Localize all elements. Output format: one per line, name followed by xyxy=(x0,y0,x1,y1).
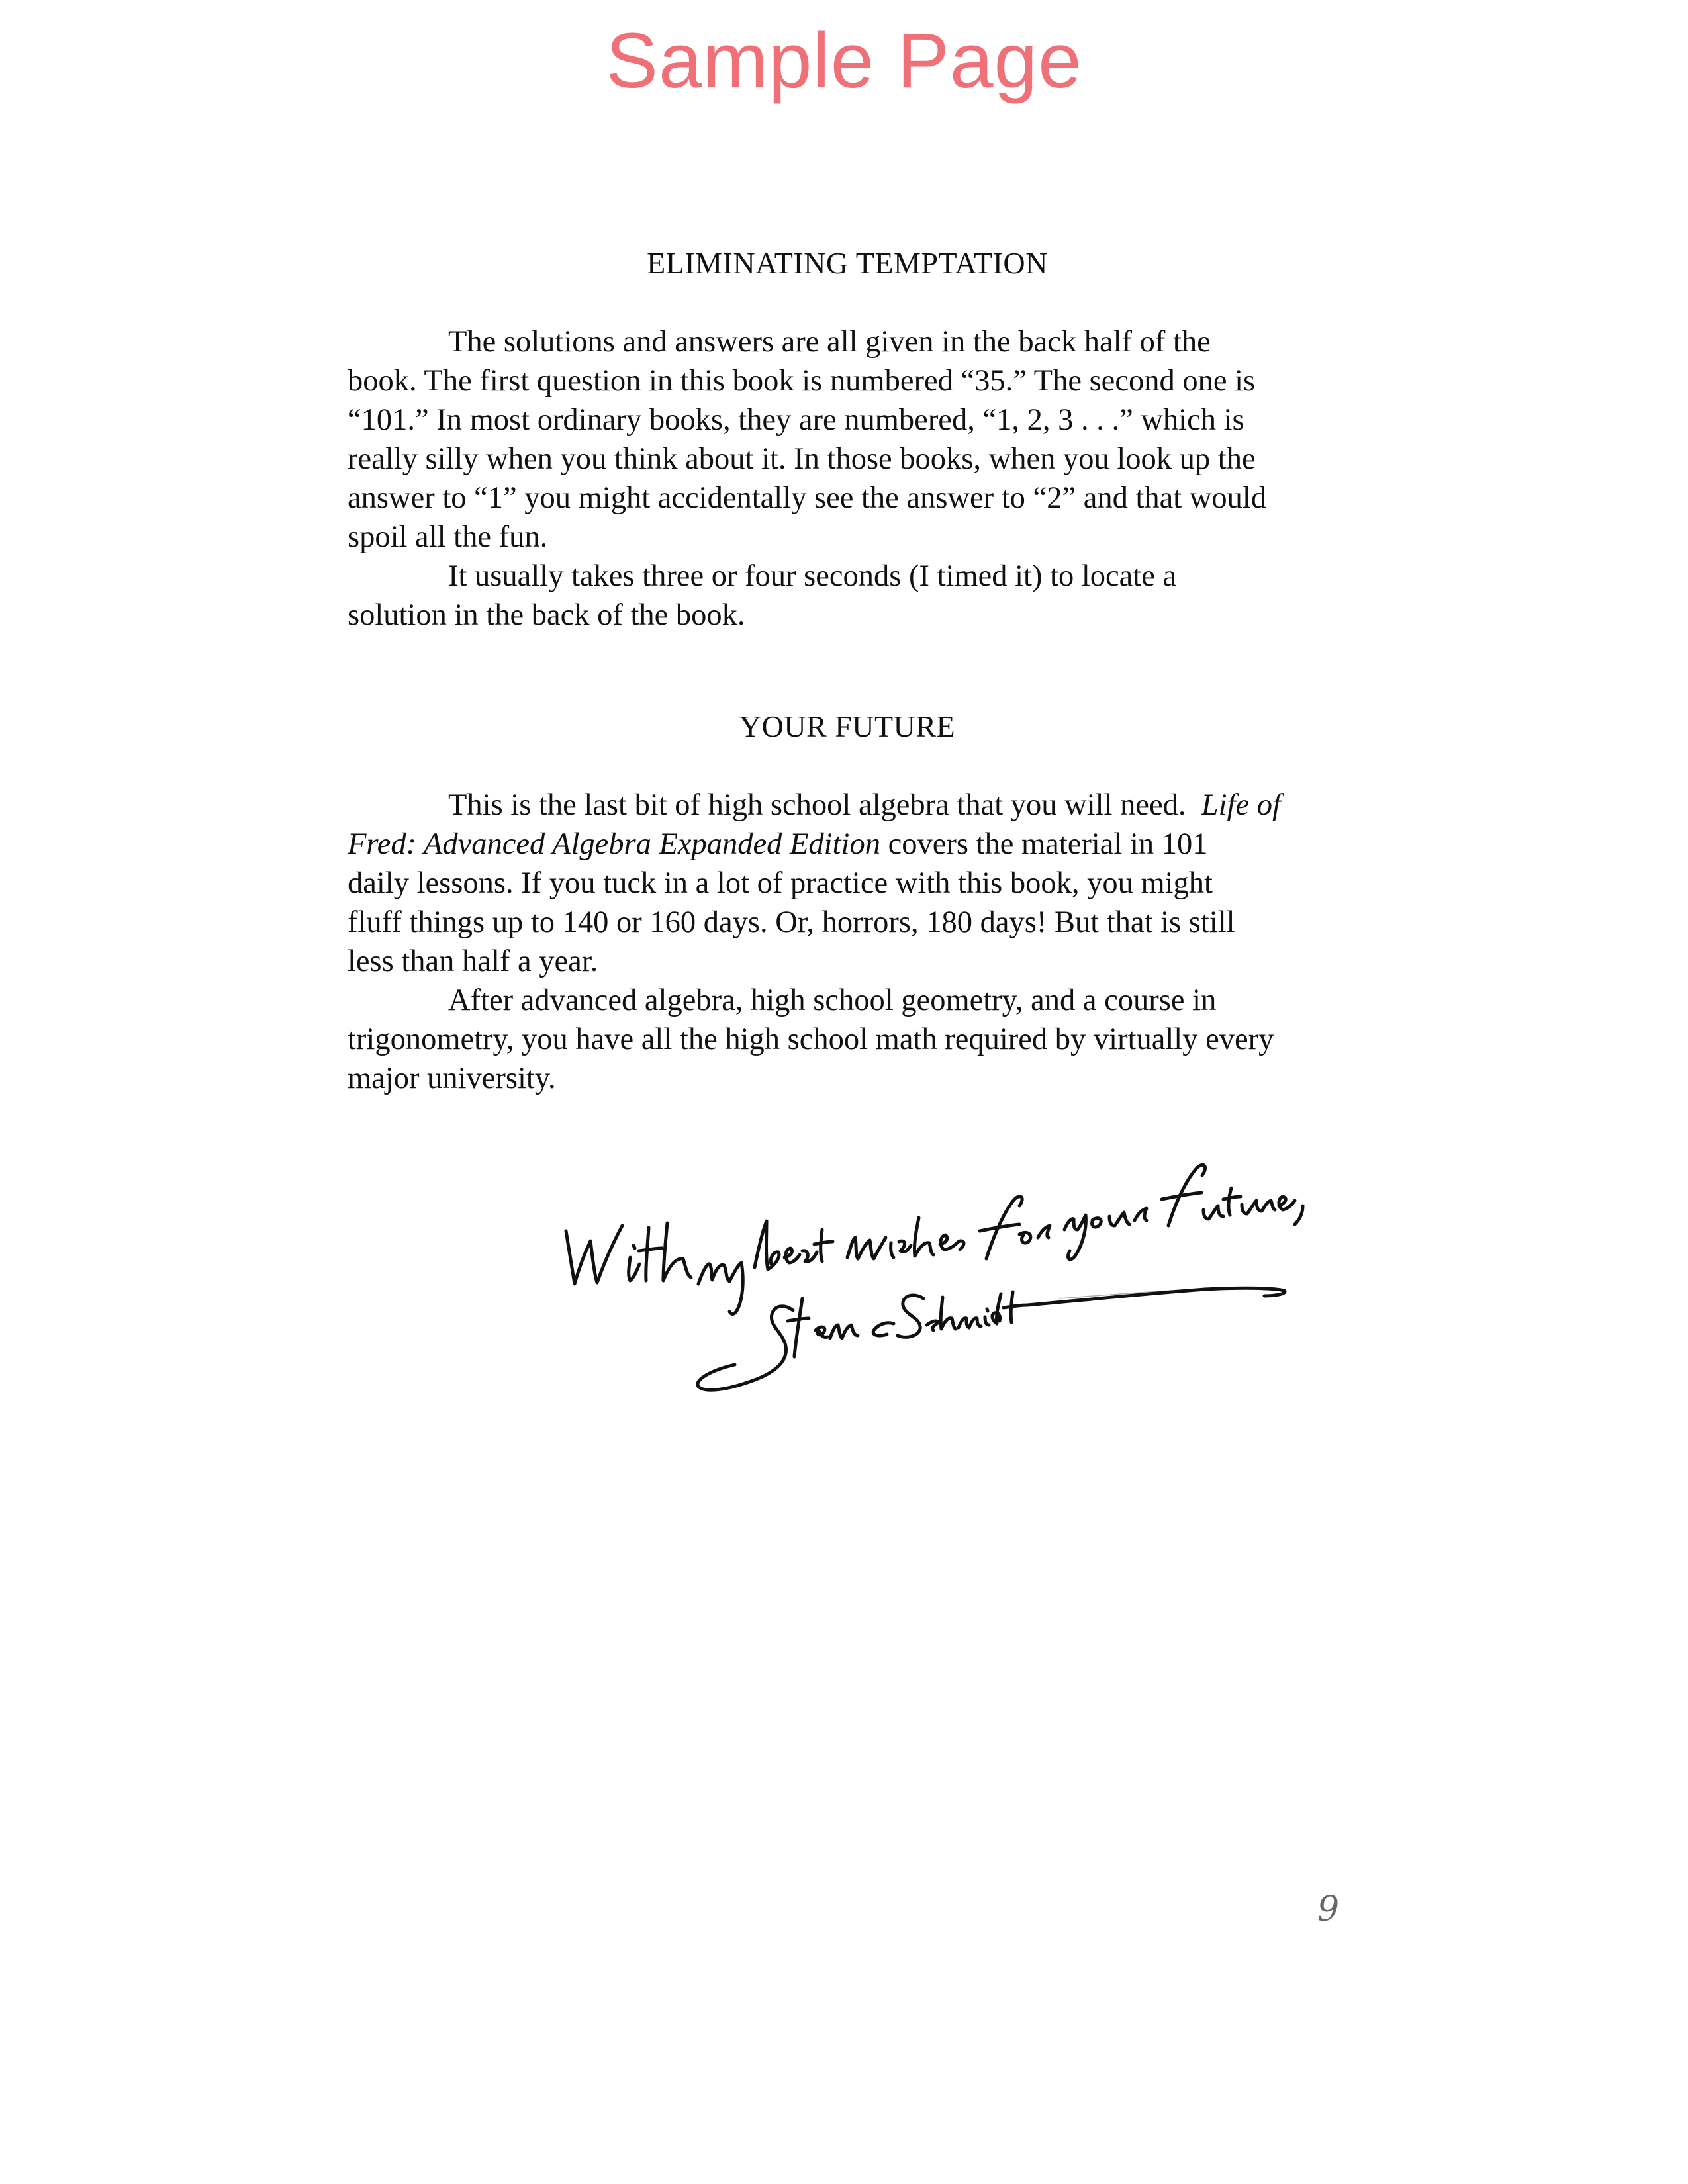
text-line: answer to “1” you might accidentally see the answer to “2” and that would xyxy=(348,481,1267,515)
paragraph xyxy=(348,786,1347,981)
text-line: less than half a year. xyxy=(348,944,598,978)
text-line: major university. xyxy=(348,1062,556,1095)
text-run: This is the last bit of high school algebra that you will need. xyxy=(448,788,1201,822)
section-body-your-future xyxy=(348,786,1347,1098)
text-line: really silly when you think about it. In those books, when you look up the xyxy=(348,442,1256,476)
section-body-eliminating-temptation xyxy=(348,322,1347,635)
text-line: trigonometry, you have all the high school math required by virtually every xyxy=(348,1023,1274,1056)
section-heading-your-future: YOUR FUTURE xyxy=(739,709,956,743)
section-heading-eliminating-temptation: ELIMINATING TEMPTATION xyxy=(647,246,1048,280)
text-line xyxy=(348,786,1347,825)
text-line: book. The first question in this book is numbered “35.” The second one is xyxy=(348,364,1256,398)
sample-page-watermark: Sample Page xyxy=(606,17,1082,105)
text-line xyxy=(348,825,1347,864)
text-line: fluff things up to 140 or 160 days. Or, horrors, 180 days! But that is still xyxy=(348,905,1235,939)
page-content xyxy=(348,245,1347,1098)
text-line: daily lessons. If you tuck in a lot of practice with this book, you might xyxy=(348,866,1213,900)
text-run: covers the material in 101 xyxy=(880,827,1208,861)
paragraph xyxy=(348,322,1347,557)
text-line: After advanced algebra, high school geometry, and a course in xyxy=(448,983,1217,1017)
text-line: spoil all the fun. xyxy=(348,520,548,554)
text-line: It usually takes three or four seconds (I timed it) to locate a xyxy=(448,559,1177,593)
book-title-italic: Fred: Advanced Algebra Expanded Edition xyxy=(348,827,880,861)
book-title-italic: Life of xyxy=(1201,788,1281,822)
paragraph xyxy=(348,557,1347,635)
text-line: The solutions and answers are all given in the back half of the xyxy=(448,325,1211,359)
text-line: solution in the back of the book. xyxy=(348,598,745,632)
handwritten-signature xyxy=(556,1152,1317,1403)
page-number: 9 xyxy=(1317,1889,1340,1929)
paragraph xyxy=(348,981,1347,1098)
text-line: “101.” In most ordinary books, they are numbered, “1, 2, 3 . . .” which is xyxy=(348,403,1244,437)
